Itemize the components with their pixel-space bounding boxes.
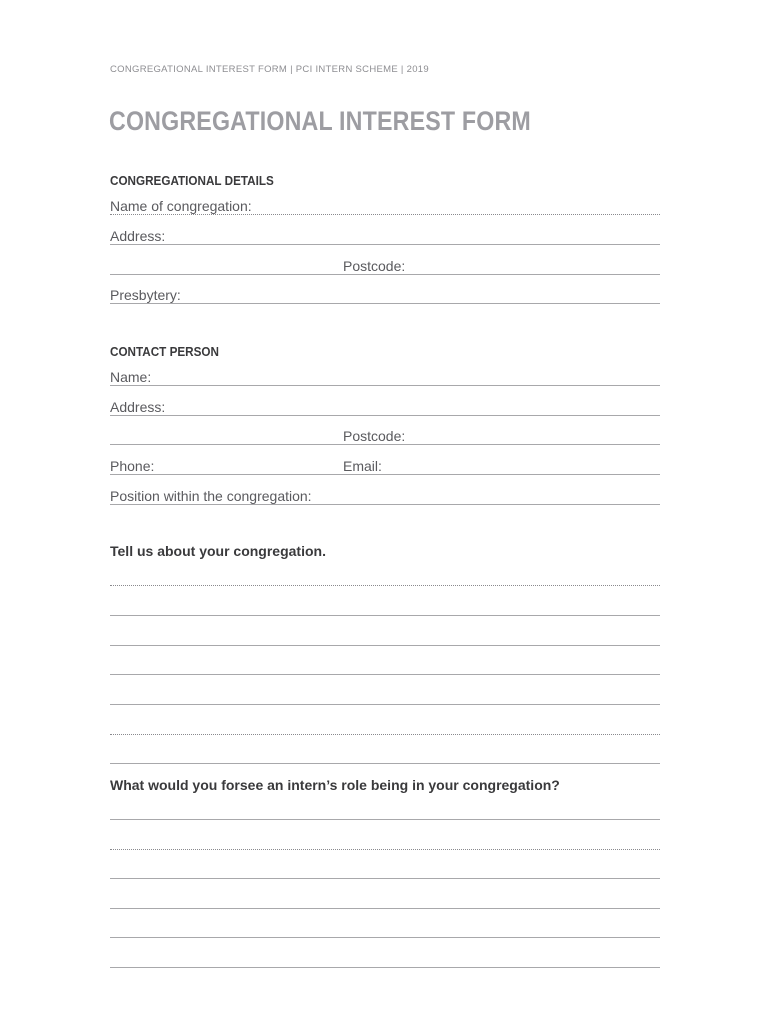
contact-phone-label: Phone: bbox=[110, 458, 155, 474]
contact-phone-email-field[interactable] bbox=[110, 474, 660, 475]
answer-line[interactable] bbox=[110, 967, 660, 968]
congregation-name-field[interactable] bbox=[110, 214, 660, 215]
answer-line[interactable] bbox=[110, 585, 660, 586]
answer-line[interactable] bbox=[110, 819, 660, 820]
contact-position-label: Position within the congregation: bbox=[110, 488, 312, 504]
answer-line[interactable] bbox=[110, 645, 660, 646]
contact-name-field[interactable] bbox=[110, 385, 660, 386]
answer-line[interactable] bbox=[110, 674, 660, 675]
running-header: CONGREGATIONAL INTEREST FORM | PCI INTERN SCHEME | 2019 bbox=[110, 64, 429, 75]
section-heading-contact-person: CONTACT PERSON bbox=[110, 344, 219, 359]
congregation-address-field[interactable] bbox=[110, 244, 660, 245]
answer-line[interactable] bbox=[110, 615, 660, 616]
question-intern-role: What would you forsee an intern’s role being in your congregation? bbox=[110, 777, 560, 793]
congregation-address-label: Address: bbox=[110, 228, 166, 244]
contact-postcode-label: Postcode: bbox=[343, 428, 406, 444]
answer-line[interactable] bbox=[110, 849, 660, 850]
answer-line[interactable] bbox=[110, 763, 660, 764]
answer-line[interactable] bbox=[110, 878, 660, 879]
congregation-postcode-label: Postcode: bbox=[343, 258, 406, 274]
contact-name-label: Name: bbox=[110, 369, 152, 385]
question-about-congregation: Tell us about your congregation. bbox=[110, 543, 326, 559]
presbytery-label: Presbytery: bbox=[110, 287, 181, 303]
contact-address-postcode-field[interactable] bbox=[110, 444, 660, 445]
section-heading-congregational-details: CONGREGATIONAL DETAILS bbox=[110, 173, 274, 188]
answer-line[interactable] bbox=[110, 937, 660, 938]
contact-position-field[interactable] bbox=[110, 504, 660, 505]
congregation-address-postcode-field[interactable] bbox=[110, 274, 660, 275]
answer-line[interactable] bbox=[110, 908, 660, 909]
answer-line[interactable] bbox=[110, 704, 660, 705]
contact-email-label: Email: bbox=[343, 458, 382, 474]
page-title: CONGREGATIONAL INTEREST FORM bbox=[109, 106, 531, 136]
answer-line[interactable] bbox=[110, 734, 660, 735]
contact-address-field[interactable] bbox=[110, 415, 660, 416]
congregation-name-label: Name of congregation: bbox=[110, 198, 252, 214]
presbytery-field[interactable] bbox=[110, 303, 660, 304]
contact-address-label: Address: bbox=[110, 399, 166, 415]
